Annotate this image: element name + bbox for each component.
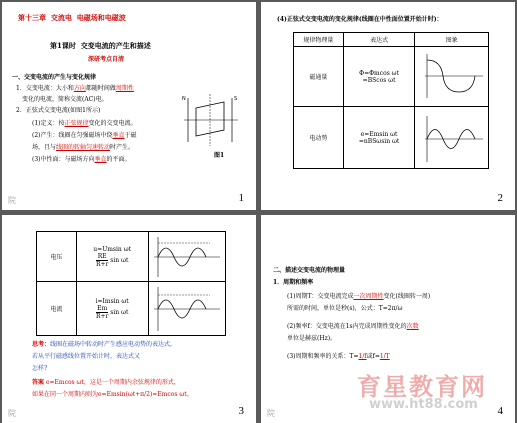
row-label: 电动势 [294, 107, 344, 169]
text-line: (1)定义：按正弦规律变化的交变电流。 [32, 120, 137, 127]
think-line: 思考：线圈在磁场中转动时产生感应电动势的表达式， [32, 341, 177, 348]
answer-line: 答案 e=Emcos ωt，这是一个周期内余弦规律的形式， [32, 379, 180, 386]
text-line: (1)周期T：交变电流完成一次周期性变化(线圈转一周) [287, 293, 431, 300]
section-subtitle: 深研考点自清 [88, 56, 125, 63]
watermark-logo: 育星教育网 [357, 373, 487, 401]
text-line: (3)中性面：与磁场方向垂直的平面。 [32, 156, 131, 163]
row-label: 磁通量 [294, 47, 344, 107]
col-header: 图象 [415, 33, 489, 47]
cosine-graph [421, 52, 485, 100]
corner-mark: 院 [8, 409, 16, 418]
slide-heading: (4)正弦式交变电流的变化规律(线圈在中性面位置开始计时)： [277, 16, 443, 23]
text-line: 单位是赫兹(Hz)。 [287, 335, 337, 342]
text-line: 1．交变电流：大小和方向都随时间做周期性 [16, 85, 134, 92]
chapter-title: 第十三章 交流电 电磁场和电磁波 [18, 13, 126, 22]
formula-cell: Φ=Φmcos ωt =BScos ωt [343, 47, 415, 107]
svg-text:S: S [234, 96, 238, 102]
formula-cell: u=Umsin ωt $\frac{RE}{R+r}$ sin ωt [76, 232, 148, 282]
section-heading: 二、描述交变电流的物理量 [273, 267, 346, 274]
sine-graph [421, 114, 485, 164]
text-line: 场，且与线圈的转轴匀速转动时产生。 [32, 144, 135, 151]
text-line: (2)频率f：交变电流在1s内完成周期性变化的次数 [287, 323, 419, 330]
slide-3[interactable] [2, 215, 256, 423]
lesson-title: 第1课时 交变电流的产生和描述 [50, 41, 151, 50]
text-line: 2．正弦式交变电流(如图1所示) [16, 107, 101, 114]
row-label: 电流 [37, 282, 77, 336]
slide-1[interactable] [2, 2, 256, 210]
page-number: 2 [497, 192, 503, 204]
corner-mark: 院 [8, 196, 16, 205]
text-line: (3)周期和频率的关系：T=1/f或f=1/T [287, 353, 390, 360]
corner-mark: 院 [267, 409, 275, 418]
row-label: 电压 [37, 232, 77, 282]
section-heading: 一、交变电流的产生与变化规律 [12, 74, 97, 81]
text-line: 所需的时间，单位是秒(s)，公式：T=2π/ω [287, 305, 403, 312]
figure-label: 图1 [214, 152, 225, 159]
think-line: 若从平行磁感线位置开始计时，表达式又 [32, 353, 141, 360]
slide-4[interactable] [261, 215, 515, 423]
col-header: 规律物理量 [294, 33, 344, 47]
watermark-url: www.ht88.com [369, 397, 478, 412]
text-line: 变化的电流，简称交流(AC)电。 [22, 96, 108, 103]
voltage-graph [150, 235, 222, 279]
current-graph [150, 285, 222, 333]
formula-cell: i=Imsin ωt $\frac{Em}{R+r}$ sin ωt [76, 282, 148, 336]
text-line: 1．周期和频率 [273, 279, 314, 286]
page-number: 3 [238, 405, 244, 417]
page-number: 1 [238, 192, 244, 204]
col-header: 表达式 [343, 33, 415, 47]
svg-text:N: N [182, 96, 186, 102]
think-line: 怎样? [32, 365, 48, 372]
answer-line: 如果在同一个周期内则为e=Emsin(ωt+π/2)=Emcos ωt。 [32, 391, 193, 398]
page-number: 4 [497, 405, 503, 417]
coil-diagram [182, 90, 242, 152]
slide-2[interactable] [261, 2, 515, 210]
text-line: (2)产生：线圈在匀强磁场中绕垂直于磁 [32, 132, 137, 139]
formula-cell: e=Emsin ωt =nBSωsin ωt [343, 107, 415, 169]
